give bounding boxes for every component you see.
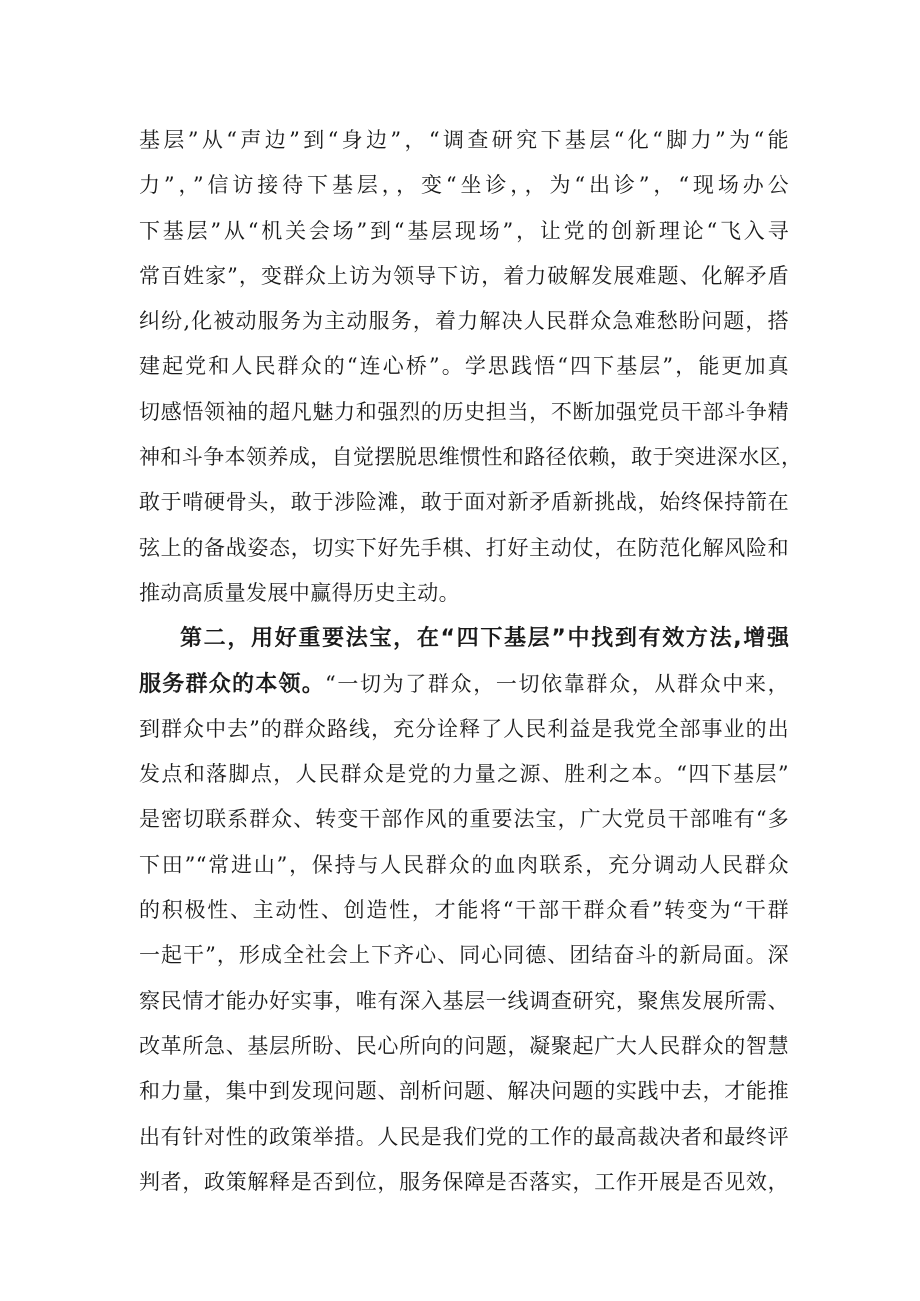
paragraph2-text: “一切为了群众，一切依靠群众，从群众中来， <box>324 671 789 696</box>
paragraph1-line: 弦上的备战姿态，切实下好先手棋、打好主动仗，在防范化解风险和 <box>139 535 789 560</box>
paragraph2-line: 到群众中去”的群众路线，充分诠释了人民利益是我党全部事业的出 <box>139 716 789 741</box>
paragraph1-line: 建起党和人民群众的“连心桥”。学思践悟“四下基层”，能更加真 <box>139 354 789 379</box>
document-body <box>139 118 803 1205</box>
paragraph2-line: 察民情才能办好实事，唯有深入基层一线调查研究，聚焦发展所需、 <box>139 988 789 1013</box>
paragraph2-line: 一起干”，形成全社会上下齐心、同心同德、团结奋斗的新局面。深 <box>139 943 789 968</box>
paragraph2-line: 是密切联系群众、转变干部作风的重要法宝，广大党员干部唯有“多 <box>139 807 789 832</box>
section-heading-end: 服务群众的本领。 <box>139 671 325 697</box>
paragraph2-line: 下田”“常进山”，保持与人民群众的血肉联系，充分调动人民群众 <box>139 852 789 877</box>
paragraph2-line: 的积极性、主动性、创造性，才能将“干部干群众看”转变为“干群 <box>139 898 789 923</box>
paragraph1-line: 常百姓家”，变群众上访为领导下访，着力破解发展难题、化解矛盾 <box>139 263 789 288</box>
paragraph1-line: 推动高质量发展中赢得历史主动。 <box>139 580 460 605</box>
paragraph2-line: 出有针对性的政策举措。人民是我们党的工作的最高裁决者和最终评 <box>139 1124 789 1149</box>
paragraph2-line <box>139 662 789 707</box>
section-heading: 第二，用好重要法宝，在“四下基层”中找到有效方法,增强 <box>180 626 789 652</box>
paragraph1-line: 力”，”信访接待下基层，，变“坐诊，，为“出诊”，“现场办公 <box>139 173 789 198</box>
paragraph2-line: 和力量，集中到发现问题、剖析问题、解决问题的实践中去，才能推 <box>139 1079 789 1104</box>
paragraph1-line: 切感悟领袖的超凡魅力和强烈的历史担当，不断加强党员干部斗争精 <box>139 399 789 424</box>
paragraph1-line: 神和斗争本领养成，自觉摆脱思维惯性和路径依赖，敢于突进深水区， <box>139 445 803 470</box>
paragraph1-line: 下基层”从“机关会场”到“基层现场”，让党的创新理论“飞入寻 <box>139 218 789 243</box>
paragraph1-line: 敢于啃硬骨头，敢于涉险滩，敢于面对新矛盾新挑战，始终保持箭在 <box>139 490 789 515</box>
paragraph2-line: 判者，政策解释是否到位，服务保障是否落实，工作开展是否见效， <box>139 1169 789 1194</box>
paragraph1-line: 基层”从“声边”到“身边”，“调查研究下基层“化“脚力”为“能 <box>139 128 789 152</box>
paragraph1-line: 纠纷,化被动服务为主动服务，着力解决人民群众急难愁盼问题，搭 <box>139 309 789 334</box>
paragraph2-line: 发点和落脚点，人民群众是党的力量之源、胜利之本。“四下基层” <box>139 762 789 787</box>
paragraph2-line: 改革所急、基层所盼、民心所向的问题，凝聚起广大人民群众的智慧 <box>139 1033 789 1058</box>
